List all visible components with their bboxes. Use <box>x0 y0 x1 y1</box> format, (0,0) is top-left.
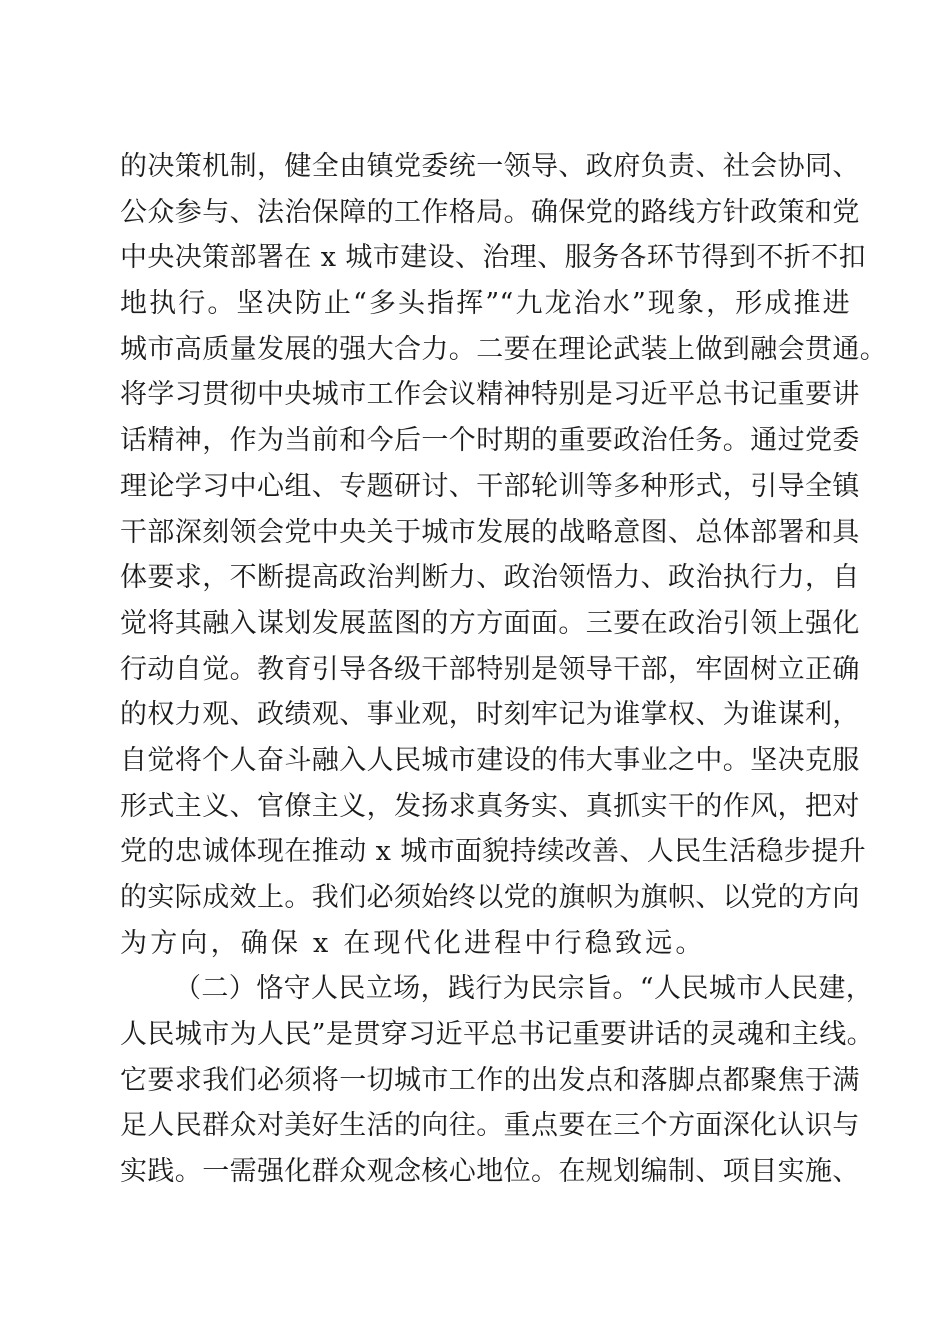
text-line: 形式主义、官僚主义，发扬求真务实、真抓实干的作风，把对 <box>120 790 860 822</box>
text-line: 中央决策部署在 x 城市建设、治理、服务各环节得到不折不扣 <box>120 242 866 274</box>
paragraph-end-line: 为方向，确保 x 在现代化进程中行稳致远。 <box>120 927 706 959</box>
text-line: 足人民群众对美好生活的向往。重点要在三个方面深化认识与 <box>120 1110 860 1142</box>
text-line: 的决策机制，健全由镇党委统一领导、政府负责、社会协同、 <box>120 151 860 182</box>
text-line: 实践。一需强化群众观念核心地位。在规划编制、项目实施、 <box>120 1156 860 1188</box>
section-heading-line: （二）恪守人民立场，践行为民宗旨。“人民城市人民建， <box>174 973 874 1005</box>
text-line: 理论学习中心组、专题研讨、干部轮训等多种形式，引导全镇 <box>120 470 860 502</box>
text-line: 干部深刻领会党中央关于城市发展的战略意图、总体部署和具 <box>120 516 860 548</box>
text-line: 它要求我们必须将一切城市工作的出发点和落脚点都聚焦于满 <box>120 1064 860 1096</box>
text-line: 自觉将个人奋斗融入人民城市建设的伟大事业之中。坚决克服 <box>120 744 860 776</box>
text-line: 地执行。坚决防止“多头指挥”“九龙治水”现象，形成推进 <box>120 288 850 320</box>
text-line: 公众参与、法治保障的工作格局。确保党的路线方针政策和党 <box>120 196 860 228</box>
text-line: 的权力观、政绩观、事业观，时刻牢记为谁掌权、为谁谋利， <box>120 699 860 731</box>
text-line: 的实际成效上。我们必须始终以党的旗帜为旗帜、以党的方向 <box>120 882 860 913</box>
text-line: 城市高质量发展的强大合力。二要在理论武装上做到融会贯通。 <box>120 333 888 365</box>
text-line: 觉将其融入谋划发展蓝图的方方面面。三要在政治引领上强化 <box>120 607 860 639</box>
text-line: 体要求，不断提高政治判断力、政治领悟力、政治执行力，自 <box>120 562 860 594</box>
body-text <box>120 144 888 1195</box>
text-line: 人民城市为人民”是贯穿习近平总书记重要讲话的灵魂和主线。 <box>120 1019 875 1051</box>
text-line: 话精神，作为当前和今后一个时期的重要政治任务。通过党委 <box>120 425 860 457</box>
text-line: 行动自觉。教育引导各级干部特别是领导干部，牢固树立正确 <box>120 653 860 685</box>
text-line: 将学习贯彻中央城市工作会议精神特别是习近平总书记重要讲 <box>120 379 860 411</box>
text-line: 党的忠诚体现在推动 x 城市面貌持续改善、人民生活稳步提升 <box>120 836 866 868</box>
